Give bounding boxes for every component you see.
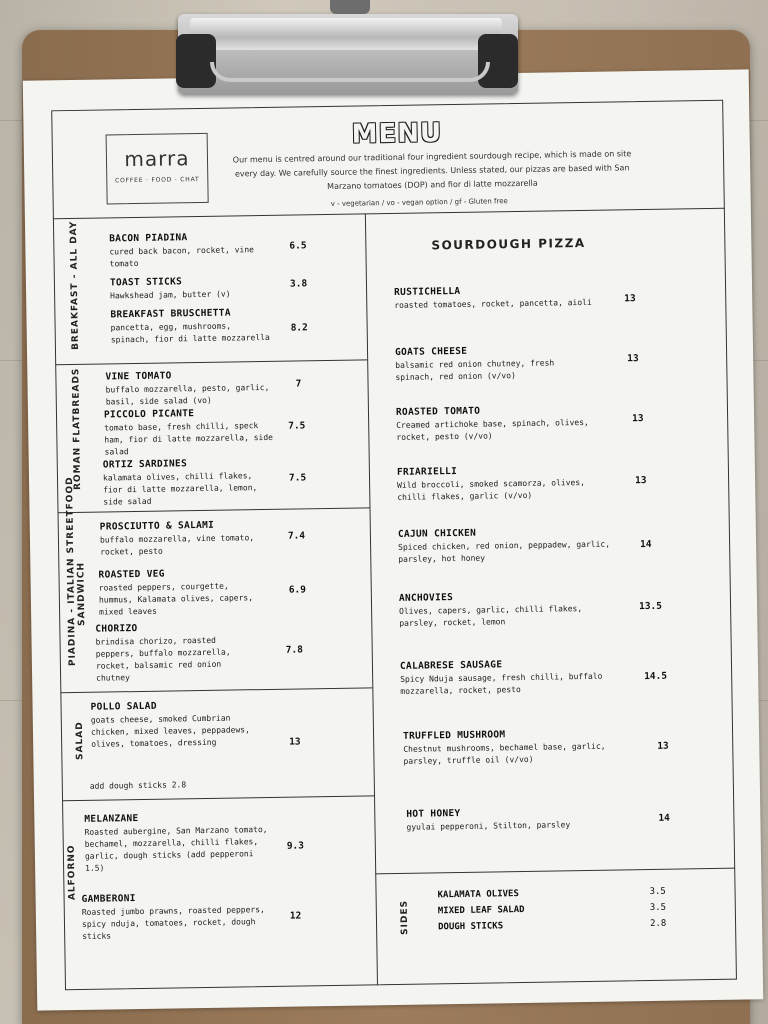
menu-item (399, 590, 600, 630)
pizza-heading: SOURDOUGH PIZZA (431, 235, 586, 253)
item-desc: roasted tomatoes, rocket, pancetta, aioli (394, 297, 592, 310)
item-desc: gyulai pepperoni, Stilton, parsley (406, 820, 571, 832)
item-name: POLLO SALAD (90, 700, 157, 713)
menu-item (82, 891, 273, 943)
item-name: VINE TOMATO (105, 370, 172, 383)
item-price: 3.8 (289, 278, 308, 290)
item-price: 7 (295, 378, 302, 390)
section-label-piadina (65, 476, 88, 666)
menu-item (105, 369, 276, 409)
menu-item (396, 404, 597, 444)
menu-item (104, 407, 275, 459)
item-name: RUSTICHELLA (394, 285, 461, 298)
clip-grip-left (176, 34, 216, 88)
clip-grip-right (478, 34, 518, 88)
item-price: 13 (289, 736, 301, 748)
item-price: 6.5 (289, 240, 307, 252)
section-label-line: PIADINA - ITALIAN STREETFOOD (64, 476, 78, 667)
item-price: 7.5 (288, 472, 307, 484)
menu-item (400, 657, 621, 697)
item-price: 7.5 (288, 420, 306, 432)
item-desc: brindisa chorizo, roasted peppers, buffalo mozzarella, rocket, balsamic red onion chutney (95, 635, 231, 683)
item-price: 13 (624, 293, 636, 305)
item-name: ROASTED TOMATO (395, 405, 481, 418)
item-name: GAMBERONI (81, 893, 136, 905)
menu-item (403, 727, 634, 768)
side-item-name: KALAMATA OLIVES (437, 889, 519, 901)
item-name: TRUFFLED MUSHROOM (402, 729, 506, 742)
item-price: 14 (640, 538, 652, 551)
item-price: 14.5 (644, 670, 668, 683)
menu-item (109, 231, 270, 271)
item-name: HOT HONEY (406, 807, 461, 820)
item-price: 8.2 (290, 322, 308, 334)
clipboard (22, 30, 750, 1024)
item-name: CHORIZO (95, 623, 138, 635)
wall-hook (330, 0, 370, 14)
item-desc: Spicy Nduja sausage, fresh chilli, buffalo mozzarella, rocket, pesto (400, 671, 603, 696)
item-desc: buffalo mozzarella, vine tomato, rocket, pesto (99, 533, 255, 557)
menu-item (84, 811, 275, 875)
item-desc: cured back bacon, rocket, vine tomato (109, 245, 254, 269)
item-name: TOAST STICKS (109, 276, 183, 289)
section-label-salad: SALAD (74, 721, 86, 761)
menu-item (91, 699, 262, 751)
logo-name: marra (124, 146, 190, 172)
item-name: MELANZANE (84, 813, 139, 825)
item-name: CALABRESE SAUSAGE (399, 659, 503, 672)
side-item-name: DOUGH STICKS (438, 921, 504, 933)
diet-legend: v - vegetarian / vo - vegan option / gf - Gluten free (330, 197, 508, 208)
clip-wire (210, 62, 490, 82)
item-price: 13 (635, 475, 647, 487)
menu-item (398, 525, 619, 565)
item-price: 13.5 (638, 600, 663, 613)
menu-sheet (23, 69, 764, 1010)
item-name: ROASTED VEG (98, 568, 165, 581)
item-name: ORTIZ SARDINES (102, 458, 188, 471)
item-price: 7.8 (285, 644, 303, 656)
menu-intro: Our menu is centred around our traditional four ingredient sourdough recipe, which is made on site every day. We carefully source the finest ingredients. Unless stated, our pizzas are based with San Marzano tomatoes (DOP) and fior di latte mozzarella (232, 149, 632, 191)
section-label-flatbreads: ROMAN FLATBREADS (71, 367, 84, 491)
side-item-price: 2.8 (649, 918, 667, 930)
item-desc: Roasted jumbo prawns, roasted peppers, spicy nduja, tomatoes, rocket, dough sticks (81, 905, 265, 941)
item-name: ANCHOVIES (398, 592, 454, 604)
item-desc: Creamed artichoke base, spinach, olives, rocket, pesto (v/vo) (396, 417, 589, 442)
menu-item (110, 275, 280, 303)
item-price: 9.3 (286, 840, 305, 852)
item-name: GOATS CHEESE (394, 345, 468, 358)
item-desc: pancetta, egg, mushrooms, spinach, fior di latte mozzarella (110, 321, 270, 345)
item-name: BREAKFAST BRUSCHETTA (110, 307, 231, 321)
item-name: BACON PIADINA (109, 232, 188, 245)
side-item-price: 3.5 (649, 902, 667, 914)
menu-item (395, 344, 596, 384)
side-item-price: 3.5 (649, 886, 666, 898)
menu-item (394, 284, 594, 312)
menu-item (98, 567, 259, 619)
item-desc: Chestnut mushrooms, bechamel base, garlic, parsley, truffle oil (v/vo) (403, 741, 606, 766)
item-desc: Wild broccoli, smoked scamorza, olives, chilli flakes, garlic (v/vo) (397, 477, 586, 502)
item-price: 12 (289, 910, 302, 922)
menu-item (103, 457, 276, 509)
item-price: 7.4 (287, 530, 306, 542)
menu-item (110, 307, 271, 347)
menu-item (100, 519, 277, 559)
logo (106, 133, 209, 205)
item-desc: balsamic red onion chutney, fresh spinach, red onion (v/vo) (395, 358, 555, 382)
item-price: 13 (627, 353, 639, 365)
menu-title: MENU (351, 118, 443, 150)
item-desc: Roasted aubergine, San Marzano tomato, bechamel, mozzarella, chilli flakes, garlic, dough sticks (add pepperoni 1.5) (84, 825, 268, 873)
menu-item (95, 621, 256, 685)
side-item-name: MIXED LEAF SALAD (437, 904, 525, 917)
item-desc: tomato base, fresh chilli, speck ham, fior di latte mozzarella, side salad (104, 421, 274, 457)
item-name: PROSCIUTTO & SALAMI (99, 519, 215, 533)
item-name: PICCOLO PICANTE (103, 408, 195, 421)
item-price: 6.9 (288, 584, 307, 596)
menu-content (51, 100, 737, 990)
section-label-line: SANDWICH (76, 561, 88, 626)
logo-tagline: COFFEE · FOOD · CHAT (115, 175, 200, 185)
item-price: 13 (657, 740, 669, 752)
section-label-alforno: ALFORNO (66, 844, 78, 901)
menu-item (406, 805, 636, 834)
item-desc: Olives, capers, garlic, chilli flakes, parsley, rocket, lemon (399, 604, 583, 628)
clip-plate (190, 18, 502, 50)
item-desc: buffalo mozzarella, pesto, garlic, basil, side salad (vo) (105, 382, 270, 407)
item-desc: roasted peppers, courgette, hummus, Kalamata olives, capers, mixed leaves (98, 581, 254, 617)
item-desc: Hawkshead jam, butter (v) (110, 289, 231, 301)
section-label-breakfast: BREAKFAST - ALL DAY (68, 220, 81, 351)
salad-note: add dough sticks 2.8 (89, 780, 187, 791)
item-desc: goats cheese, smoked Cumbrian chicken, mixed leaves, peppadews, olives, tomatoes, dressing (90, 713, 250, 749)
item-name: FRIARIELLI (396, 465, 458, 478)
item-price: 13 (632, 413, 644, 425)
item-price: 14 (658, 812, 670, 824)
item-name: CAJUN CHICKEN (397, 527, 477, 540)
menu-item (397, 463, 618, 503)
item-desc: kalamata olives, chilli flakes, fior di latte mozzarella, lemon, side salad (102, 471, 258, 507)
item-desc: Spiced chicken, red onion, peppadew, garlic, parsley, hot honey (398, 539, 611, 564)
section-label-sides: SIDES (399, 899, 411, 935)
